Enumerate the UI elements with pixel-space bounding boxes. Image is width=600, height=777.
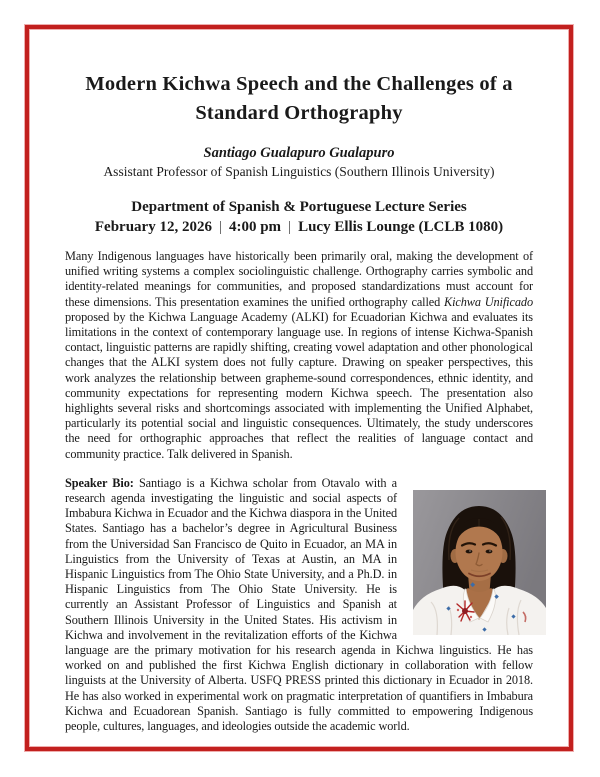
event-location: Lucy Ellis Lounge (LCLB 1080) — [298, 219, 504, 235]
abstract-part-2: proposed by the Kichwa Language Academy (ALKI) for Ecuadorian Kichwa and evaluates its limitations in the context of contemporary language use. In regions of intense Kichwa-Spanish contact, linguistic patterns are rapidly shifting, creating vowel adaptation and other phonological changes that the ALKI system does not fully capture. Drawing on speaker perspectives, this work analyzes the relationship between grapheme-sound correspondences, ethnic identity, and community expectations for representing modern Kichwa speech. The presentation also highlights several risks and shortcomings associated with implementing the Unified Alphabet, particularly its potential social and linguistic consequences. Ultimately, the study underscores the need for orthographic approaches that reflect the realities of language contact and community practice. Talk delivered in Spanish. — [65, 309, 533, 461]
speaker-bio-label: Speaker Bio: — [65, 475, 134, 490]
event-time: 4:00 pm — [228, 219, 282, 235]
flyer-content — [29, 29, 569, 747]
flyer-red-border-frame — [25, 25, 573, 751]
speaker-portrait-photo — [413, 490, 546, 635]
separator-bar: | — [218, 219, 222, 235]
speaker-name: Santiago Gualapuro Gualapuro — [203, 145, 395, 161]
abstract-paragraph — [65, 249, 533, 462]
separator-bar: | — [288, 219, 292, 235]
speaker-role: Assistant Professor of Spanish Linguistics (Southern Illinois University) — [103, 164, 495, 179]
lecture-title-line-2: Standard Orthography — [195, 102, 403, 124]
lecture-title — [65, 70, 533, 128]
abstract-part-1: Many Indigenous languages have historically been primarily oral, making the development of unified writing systems a complex sociolinguistic challenge. Orthography carries symbolic and identity-related meanings for communities, and proposed standardizations must account for these dimensions. This presentation examines the unified orthography called — [65, 249, 533, 309]
event-date: February 12, 2026 — [94, 219, 212, 235]
lecture-series-title: Department of Spanish & Portuguese Lecture Series — [131, 199, 467, 215]
speaker-bio-text: Santiago is a Kichwa scholar from Otavalo with a research agenda investigating the linguistic and social aspects of Imbabura Kichwa in Ecuador and the Kichwa diaspora in the United States. Santiago has a bachelor’s degree in Agricultural Business from the Universidad San Francisco de Quito in Ecuador, an MA in Linguistics from the University of Texas at Austin, an MA in Hispanic Linguistics from The Ohio State University, and a Ph.D. in Hispanic Linguistics from The Ohio State University. He is currently an Assistant Professor of Linguistics and Spanish at Southern Illinois University in the United States. His activism in Kichwa and involvement in the revitalization efforts of the Kichwa language are the primary motivation for his research agenda in Kichwa linguistics. He has worked on and published the first Kichwa English dictionary in collaboration with fellow linguists at the University of Alberta. USFQ PRESS printed this dictionary in Ecuador in 2018. He has also worked in experimental work on pragmatic interpretation of quantifiers in Imbabura Kichwa and Ecuadorean Spanish. Santiago is fully committed to empowering Indigenous people, cultures, languages, and ideologies outside the academic world. — [65, 475, 533, 734]
lecture-title-line-1: Modern Kichwa Speech and the Challenges of a — [85, 73, 513, 95]
speaker-bio-section — [65, 476, 533, 734]
speaker-block — [65, 144, 533, 181]
abstract-italic-term: Kichwa Unificado — [443, 294, 533, 309]
speaker-portrait-illustration — [413, 490, 546, 635]
event-date-time-location — [65, 217, 533, 238]
event-details-block — [65, 197, 533, 238]
